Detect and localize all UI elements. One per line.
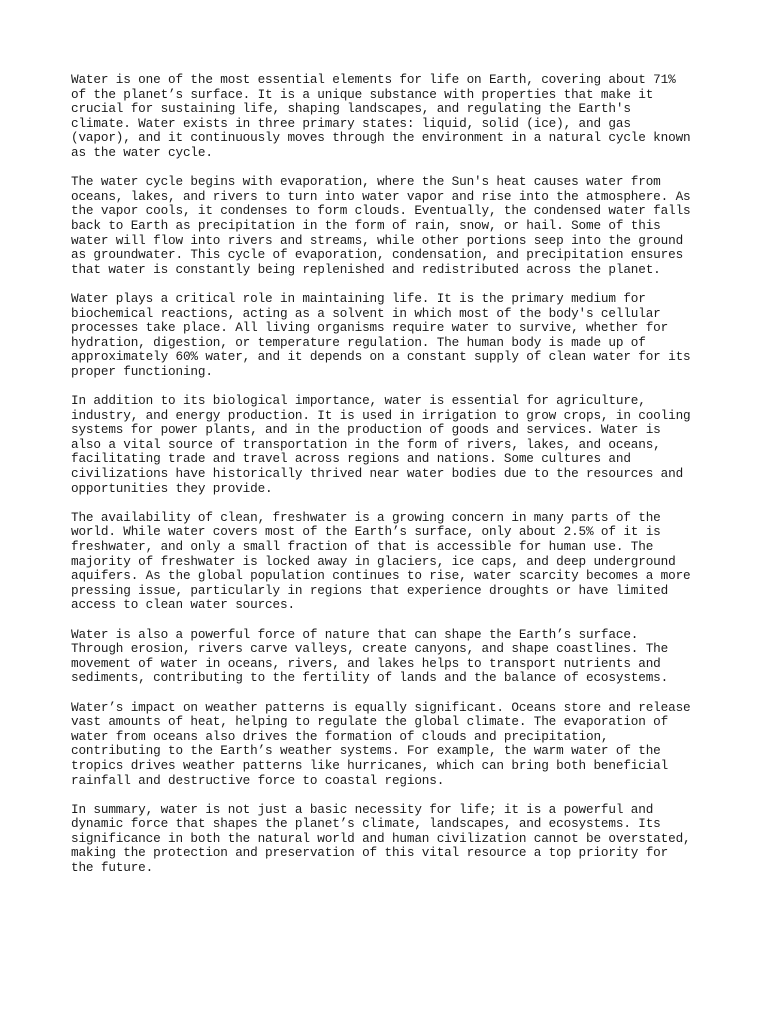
paragraph-4: In addition to its biological importance, water is essential for agriculture, industry, and energy production. It is used in irrigation to grow crops, in cooling systems for power plants, and in the production of goods and services. Water is also a vital source of transportation in the form of rivers, lakes, and oceans, facilitating trade and travel across regions and nations. Some cultures and civilizations have historically thrived near water bodies due to the resources and opportunities they provide. [71,393,691,496]
paragraph-5: The availability of clean, freshwater is a growing concern in many parts of the world. While water covers most of the Earth’s surface, only about 2.5% of it is freshwater, and only a small fraction of that is accessible for human use. The majority of freshwater is locked away in glaciers, ice caps, and deep underground aquifers. As the global population continues to rise, water scarcity becomes a more pressing issue, particularly in regions that experience droughts or have limited access to clean water sources. [71,509,691,613]
paragraph-8: In summary, water is not just a basic necessity for life; it is a powerful and dynamic force that shapes the planet’s climate, landscapes, and ecosystems. Its significance in both the natural world and human civilization cannot be overstated, making the protection and preservation of this vital resource a top priority for the future. [71,801,691,876]
paragraph-1: Water is one of the most essential elements for life on Earth, covering about 71% of the planet’s surface. It is a unique substance with properties that make it crucial for sustaining life, shaping landscapes, and regulating the Earth's climate. Water exists in three primary states: liquid, solid (ice), and gas (vapor), and it continuously moves through the environment in a natural cycle known as the water cycle. [71,72,691,160]
paragraph-3: Water plays a critical role in maintaining life. It is the primary medium for biochemical reactions, acting as a solvent in which most of the body's cellular processes take place. All living organisms require water to survive, whether for hydration, digestion, or temperature regulation. The human body is made up of approximately 60% water, and it depends on a constant supply of clean water for its proper functioning. [71,290,691,379]
paragraph-7: Water’s impact on weather patterns is equally significant. Oceans store and release vast amounts of heat, helping to regulate the global climate. The evaporation of water from oceans also drives the formation of clouds and precipitation, contributing to the Earth’s weather systems. For example, the warm water of the tropics drives weather patterns like hurricanes, which can bring both beneficial rainfall and destructive force to coastal regions. [71,699,691,788]
paragraph-6: Water is also a powerful force of nature that can shape the Earth’s surface. Through erosion, rivers carve valleys, create canyons, and shape coastlines. The movement of water in oceans, rivers, and lakes helps to transport nutrients and sediments, contributing to the fertility of lands and the balance of ecosystems. [71,626,669,686]
paragraph-2: The water cycle begins with evaporation, where the Sun's heat causes water from oceans, lakes, and rivers to turn into water vapor and rise into the atmosphere. As the vapor cools, it condenses to form clouds. Eventually, the condensed water falls back to Earth as precipitation in the form of rain, snow, or hail. Some of this water will flow into rivers and streams, while other portions seep into the ground as groundwater. This cycle of evaporation, condensation, and precipitation ensures that water is constantly being replenished and redistributed across the planet. [71,174,691,277]
document-body [71,73,711,890]
